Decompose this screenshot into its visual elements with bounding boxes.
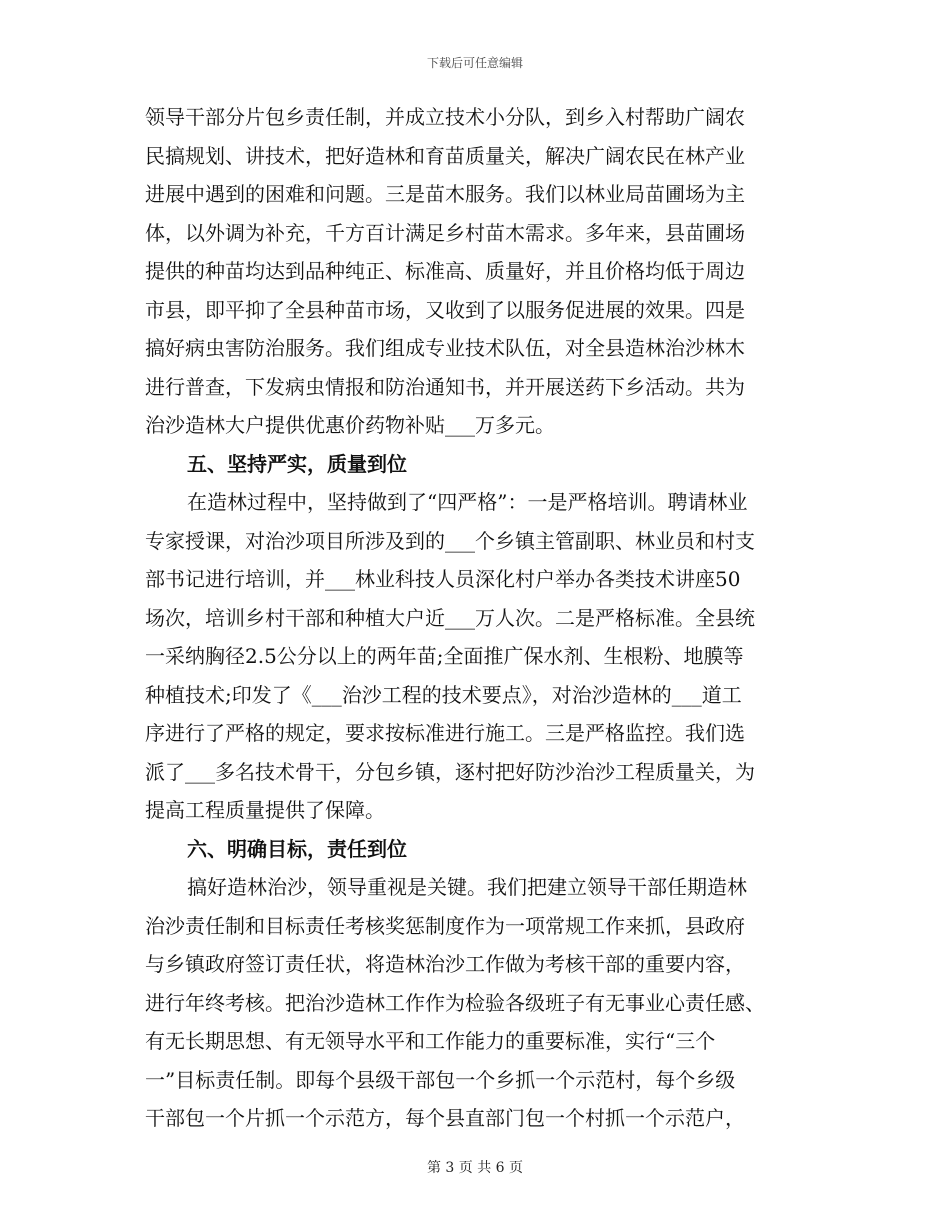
body-line: 一采纳胸径2.5公分以上的两年苗;全面推广保水剂、生根粉、地膜等 <box>145 644 744 668</box>
body-line: 场次，培训乡村干部和种植大户近___万人次。二是严格标准。全县统 <box>145 605 755 630</box>
body-line: 有无长期思想、有无领导水平和工作能力的重要标准，实行“三个 <box>145 1029 716 1053</box>
body-line: 市县，即平抑了全县种苗市场，又收到了以服务促进展的效果。四是 <box>145 297 745 322</box>
body-line: 派了___多名技术骨干，分包乡镇，逐村把好防沙治沙工程质量关，为 <box>145 759 755 784</box>
page-number: 第 3 页 共 6 页 <box>426 1160 524 1176</box>
body-line: 干部包一个片抓一个示范方，每个县直部门包一个村抓一个示范户， <box>145 1106 745 1130</box>
body-line: 一”目标责任制。即每个县级干部包一个乡抓一个示范村，每个乡级 <box>145 1067 736 1092</box>
paragraph-start: 在造林过程中，坚持做到了“四严格”：一是严格培训。聘请林业 <box>187 490 748 514</box>
page-header-note: 下载后可任意编辑 <box>426 56 523 70</box>
body-line: 搞好病虫害防治服务。我们组成专业技术队伍，对全县造林治沙林木 <box>145 336 745 360</box>
body-line: 进行年终考核。把治沙造林工作作为检验各级班子有无事业心责任感、 <box>145 990 765 1015</box>
body-line: 治沙责任制和目标责任考核奖惩制度作为一项常规工作来抓，县政府 <box>145 913 745 938</box>
body-line: 部书记进行培训，并___林业科技人员深化村户举办各类技术讲座50 <box>145 567 741 591</box>
body-line: 提供的种苗均达到品种纯正、标准高、质量好，并且价格均低于周边 <box>145 259 745 283</box>
body-line: 提高工程质量提供了保障。 <box>145 798 385 822</box>
body-line: 民搞规划、讲技术，把好造林和育苗质量关，解决广阔农民在林产业 <box>145 143 745 168</box>
document-body <box>145 98 805 1138</box>
section-heading-6: 六、明确目标，责任到位 <box>187 836 407 861</box>
body-line: 体，以外调为补充，千方百计满足乡村苗木需求。多年来，县苗圃场 <box>145 220 745 245</box>
body-line: 进行普查，下发病虫情报和防治通知书，并开展送药下乡活动。共为 <box>145 374 745 399</box>
body-line: 种植技术;印发了《___治沙工程的技术要点》，对治沙造林的___道工 <box>145 682 742 707</box>
body-line: 领导干部分片包乡责任制，并成立技术小分队，到乡入村帮助广阔农 <box>145 105 745 129</box>
section-heading-5: 五、坚持严实，质量到位 <box>187 451 407 476</box>
body-line: 序进行了严格的规定，要求按标准进行施工。三是严格监控。我们选 <box>145 721 745 745</box>
body-line: 专家授课，对治沙项目所涉及到的___个乡镇主管副职、林业员和村支 <box>145 528 755 553</box>
body-line: 与乡镇政府签订责任状，将造林治沙工作做为考核干部的重要内容， <box>145 952 745 976</box>
body-line: 进展中遇到的困难和问题。三是苗木服务。我们以林业局苗圃场为主 <box>145 182 745 206</box>
body-line: 治沙造林大户提供优惠价药物补贴___万多元。 <box>145 413 555 437</box>
paragraph-start: 搞好造林治沙，领导重视是关键。我们把建立领导干部任期造林 <box>187 875 747 899</box>
